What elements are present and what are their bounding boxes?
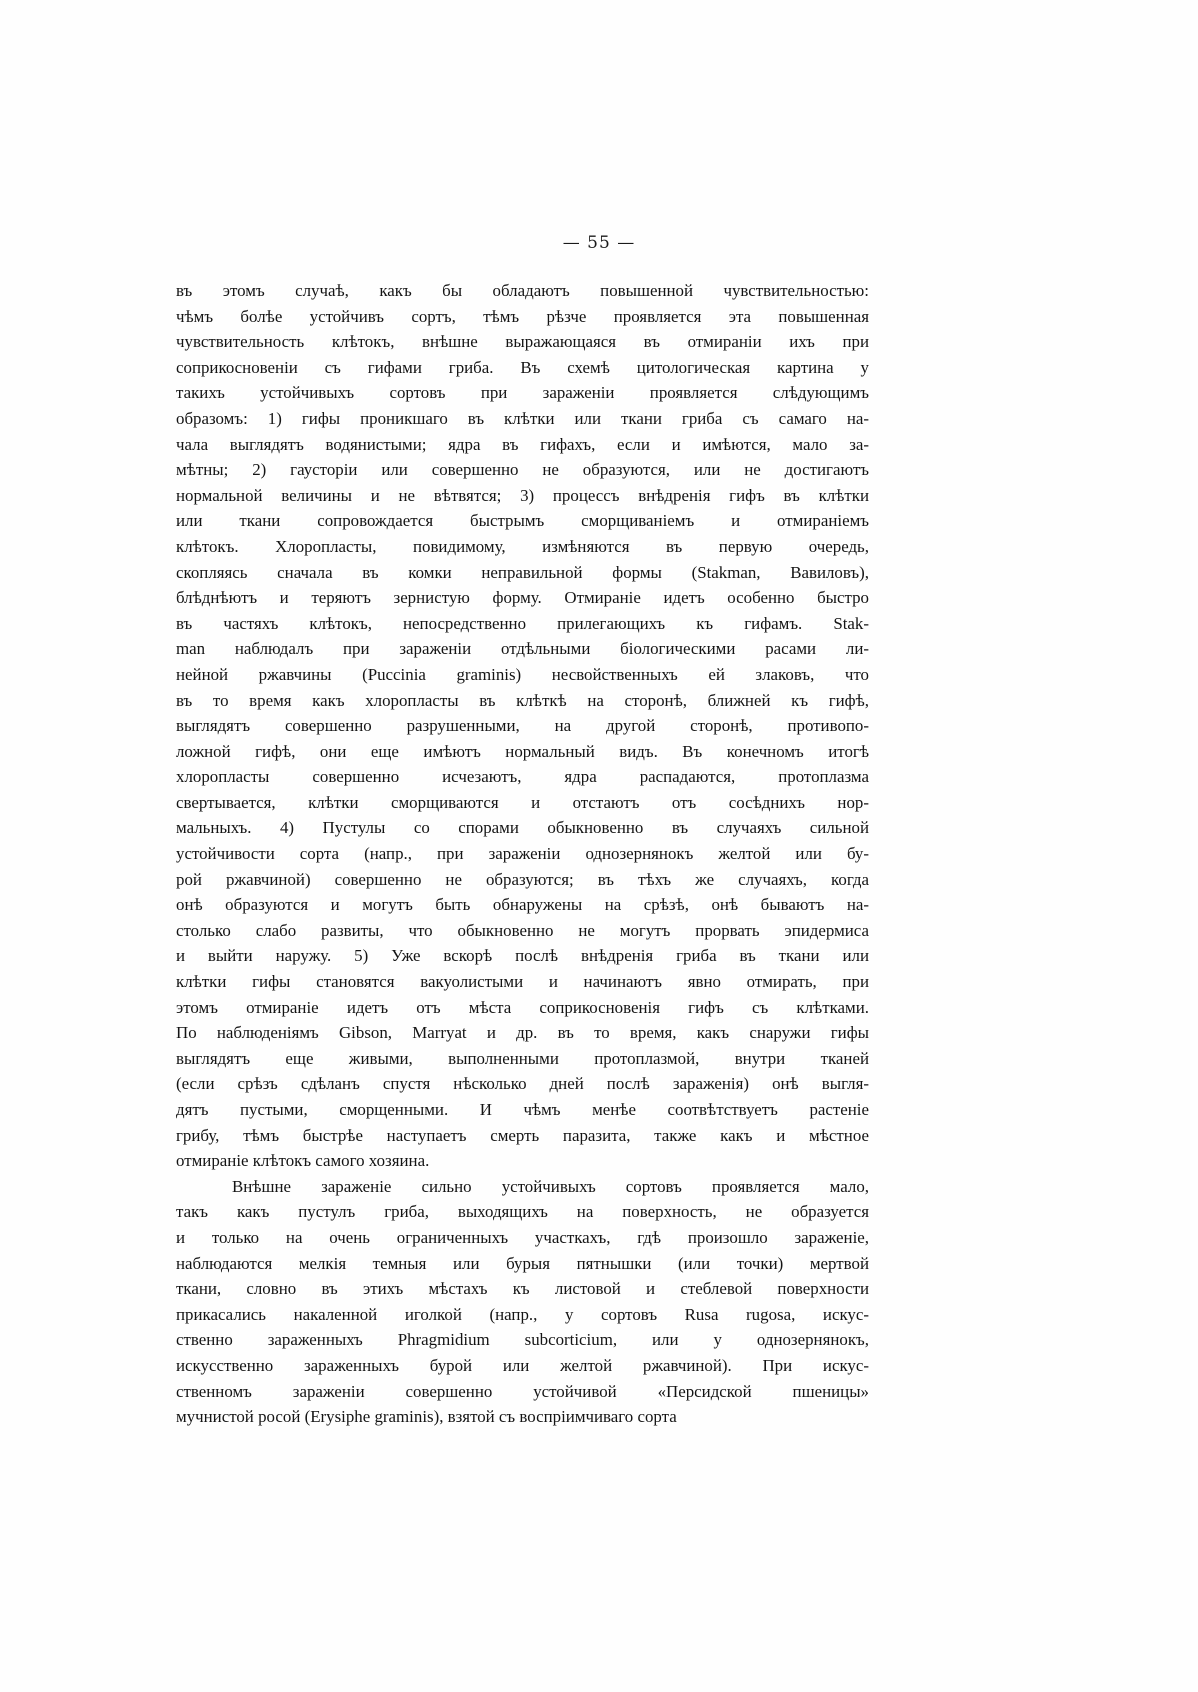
- text-line: отмираніе клѣтокъ самого хозяина.: [176, 1151, 430, 1171]
- page-number: — 55 —: [562, 233, 636, 253]
- text-line: такихъ устойчивыхъ сортовъ при зараженіи проявляется слѣдующимъ: [176, 383, 869, 403]
- text-line: въ частяхъ клѣтокъ, непосредственно прилегающихъ къ гифамъ. Stak-: [176, 613, 869, 633]
- text-line: Внѣшне зараженіе сильно устойчивыхъ сортовъ проявляется мало,: [232, 1176, 869, 1196]
- text-line: дятъ пустыми, сморщенными. И чѣмъ менѣе соотвѣтствуетъ растеніе: [176, 1100, 869, 1119]
- text-line: скопляясь сначала въ комки неправильной формы (Stakman, Вавиловъ),: [176, 562, 869, 582]
- text-line: или ткани сопровождается быстрымъ сморщиваніемъ и отмираніемъ: [176, 511, 869, 531]
- text-line: въ этомъ случаѣ, какъ бы обладаютъ повышенной чувствительностью:: [176, 281, 869, 300]
- text-line: рой ржавчиной) совершенно не образуются; въ тѣхъ же случаяхъ, когда: [176, 869, 869, 889]
- text-line: устойчивости сорта (напр., при зараженіи однозернянокъ желтой или бу-: [176, 844, 869, 864]
- text-line: столько слабо развиты, что обыкновенно не могутъ прорвать эпидермиса: [176, 920, 869, 940]
- text-line: грибу, тѣмъ быстрѣе наступаетъ смерть паразита, также какъ и мѣстное: [176, 1125, 869, 1145]
- text-line: клѣтки гифы становятся вакуолистыми и начинаютъ явно отмирать, при: [176, 972, 869, 992]
- text-line: образомъ: 1) гифы проникшаго въ клѣтки или ткани гриба съ самаго на-: [176, 408, 869, 428]
- text-line: чувствительность клѣтокъ, внѣшне выражающаяся въ отмираніи ихъ при: [176, 332, 869, 352]
- text-line: соприкосновеніи съ гифами гриба. Въ схемѣ цитологическая картина у: [176, 357, 869, 377]
- text-line: ственномъ зараженіи совершенно устойчивой «Персидской пшеницы»: [176, 1381, 869, 1401]
- text-line: чѣмъ болѣе устойчивъ сортъ, тѣмъ рѣзче проявляется эта повышенная: [176, 306, 869, 326]
- text-line: и выйти наружу. 5) Уже вскорѣ послѣ внѣдренія гриба въ ткани или: [176, 946, 869, 966]
- text-line: мальныхъ. 4) Пустулы со спорами обыкновенно въ случаяхъ сильной: [176, 818, 869, 838]
- text-line: онѣ образуются и могутъ быть обнаружены на срѣзѣ, онѣ бываютъ на-: [176, 895, 869, 915]
- text-line: мучнистой росой (Erysiphe graminis), взятой съ воспріимчиваго сорта: [176, 1407, 677, 1427]
- body-text: [176, 278, 869, 1430]
- text-line: наблюдаются мелкія темныя или бурыя пятнышки (или точки) мертвой: [176, 1253, 869, 1273]
- text-line: чала выглядятъ водянистыми; ядра въ гифахъ, если и имѣются, мало за-: [176, 434, 869, 454]
- text-line: такъ какъ пустулъ гриба, выходящихъ на поверхность, не образуется: [176, 1202, 869, 1222]
- paragraph: [176, 1174, 869, 1430]
- text-line: нейной ржавчины (Puccinia graminis) несвойственныхъ ей злаковъ, что: [176, 664, 869, 684]
- text-line: хлоропласты совершенно исчезаютъ, ядра распадаются, протоплазма: [176, 767, 869, 787]
- text-line: прикасались накаленной иголкой (напр., у сортовъ Rusa rugosa, искус-: [176, 1304, 869, 1324]
- text-line: ложной гифѣ, они еще имѣютъ нормальный видъ. Въ конечномъ итогѣ: [176, 741, 869, 761]
- text-line: клѣтокъ. Хлоропласты, повидимому, измѣняются въ первую очередь,: [176, 536, 869, 556]
- text-line: свертывается, клѣтки сморщиваются и отстаютъ отъ сосѣднихъ нор-: [176, 792, 869, 812]
- text-line: мѣтны; 2) гаусторіи или совершенно не образуются, или не достигаютъ: [176, 460, 869, 480]
- text-line: ственно зараженныхъ Phragmidium subcorticium, или у однозернянокъ,: [176, 1330, 869, 1350]
- text-line: выглядятъ еще живыми, выполненными протоплазмой, внутри тканей: [176, 1048, 869, 1068]
- paragraph: [176, 278, 869, 1174]
- text-line: (если срѣзъ сдѣланъ спустя нѣсколько дней послѣ зараженія) онѣ выгля-: [176, 1074, 869, 1094]
- text-line: По наблюденіямъ Gibson, Marryat и др. въ то время, какъ снаружи гифы: [176, 1023, 869, 1043]
- text-line: нормальной величины и не вѣтвятся; 3) процессъ внѣдренія гифъ въ клѣтки: [176, 485, 869, 505]
- text-line: и только на очень ограниченныхъ участкахъ, гдѣ произошло зараженіе,: [176, 1227, 869, 1247]
- text-line: блѣднѣютъ и теряютъ зернистую форму. Отмираніе идетъ особенно быстро: [176, 588, 869, 608]
- text-line: выглядятъ совершенно разрушенными, на другой сторонѣ, противопо-: [176, 716, 869, 736]
- paragraph-container: [176, 278, 869, 1430]
- text-line: искусственно зараженныхъ бурой или желтой ржавчиной). При искус-: [176, 1355, 869, 1375]
- text-line: ткани, словно въ этихъ мѣстахъ къ листовой и стеблевой поверхности: [176, 1279, 869, 1299]
- text-line: man наблюдалъ при зараженіи отдѣльными біологическими расами ли-: [176, 639, 869, 659]
- text-line: въ то время какъ хлоропласты въ клѣткѣ на сторонѣ, ближней къ гифѣ,: [176, 690, 869, 710]
- text-line: этомъ отмираніе идетъ отъ мѣста соприкосновенія гифъ съ клѣтками.: [176, 997, 869, 1017]
